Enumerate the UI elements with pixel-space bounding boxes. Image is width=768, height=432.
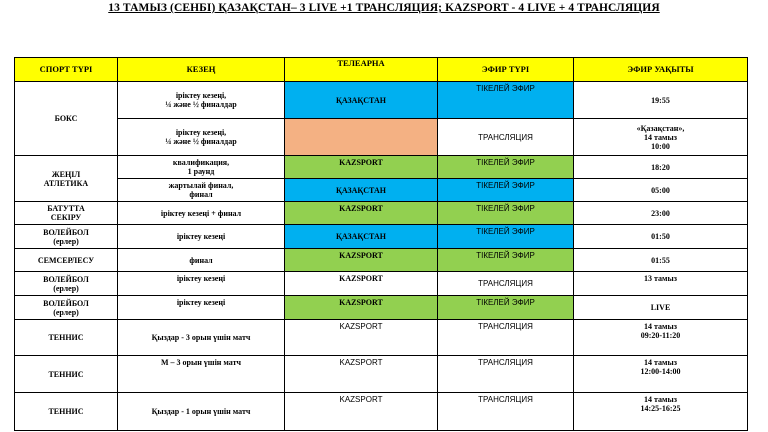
broadcast-type-cell: ТРАНСЛЯЦИЯ xyxy=(438,272,574,296)
stage-line: іріктеу кезеңі + финал xyxy=(160,208,242,218)
stage-cell xyxy=(118,179,285,202)
time-line: 12:00-14:00 xyxy=(640,367,681,376)
stage-cell xyxy=(118,225,285,249)
sport-line: ВОЛЕЙБОЛ xyxy=(43,227,89,237)
channel-cell: KAZSPORT xyxy=(285,272,438,296)
stage-line: ¼ және ½ финалдар xyxy=(165,137,237,146)
page-title: 13 ТАМЫЗ (СЕНБІ) ҚАЗАҚСТАН– 3 LIVE +1 ТРАНСЛЯЦИЯ; KAZSPORT - 4 LIVE + 4 ТРАНСЛЯЦИЯ xyxy=(108,2,660,14)
sport-line: ВОЛЕЙБОЛ xyxy=(43,298,89,308)
broadcast-schedule-table xyxy=(14,57,748,431)
broadcast-time-cell xyxy=(574,179,748,202)
time-line: 14 тамыз xyxy=(644,358,677,367)
stage-cell xyxy=(118,272,285,296)
channel-cell: KAZSPORT xyxy=(285,393,438,431)
header-stage: КЕЗЕҢ xyxy=(118,58,285,82)
time-line: 10:00 xyxy=(651,141,670,151)
channel-cell: KAZSPORT xyxy=(285,296,438,320)
table-row xyxy=(15,249,748,272)
broadcast-type-cell: ТРАНСЛЯЦИЯ xyxy=(438,393,574,431)
channel-cell: KAZSPORT xyxy=(285,320,438,356)
stage-line: Қыздар - 1 орын үшін матч xyxy=(151,407,251,416)
channel-cell: ҚАЗАҚСТАН xyxy=(285,225,438,249)
sport-line: ТЕННИС xyxy=(48,369,84,379)
table-row xyxy=(15,119,748,156)
time-line: 01:50 xyxy=(651,232,670,241)
stage-line: Қыздар - 3 орын үшін матч xyxy=(151,333,251,342)
time-line: LIVE xyxy=(650,303,671,312)
header-sport: СПОРТ ТҮРІ xyxy=(15,58,118,82)
channel-cell xyxy=(285,119,438,156)
sport-label: БОКС xyxy=(54,114,78,123)
time-line: 13 тамыз xyxy=(644,274,677,283)
table-row xyxy=(15,179,748,202)
broadcast-time-cell xyxy=(574,156,748,179)
time-line: 18:20 xyxy=(651,162,670,172)
time-line: «Қазақстан», xyxy=(636,123,685,133)
stage-cell xyxy=(118,119,285,156)
stage-cell xyxy=(118,249,285,272)
channel-cell: ҚАЗАҚСТАН xyxy=(285,82,438,119)
sport-line: ТЕННИС xyxy=(48,333,84,342)
time-line: 14 тамыз xyxy=(644,395,677,404)
broadcast-time-cell xyxy=(574,119,748,156)
stage-line: ¼ және ½ финалдар xyxy=(165,100,237,109)
broadcast-time-cell xyxy=(574,393,748,431)
header-broadcast-time: ЭФИР УАҚЫТЫ xyxy=(574,58,748,82)
broadcast-time-cell xyxy=(574,202,748,225)
sport-cell xyxy=(15,393,118,431)
stage-line: финал xyxy=(189,255,213,265)
sport-line: СЕМСЕРЛЕСУ xyxy=(37,255,95,265)
time-line: 14 тамыз xyxy=(644,132,677,142)
broadcast-type-cell: ТІКЕЛЕЙ ЭФИР xyxy=(438,296,574,320)
stage-line: іріктеу кезеңі xyxy=(176,232,226,241)
broadcast-time-cell xyxy=(574,356,748,393)
stage-cell xyxy=(118,320,285,356)
broadcast-type-cell: ТРАНСЛЯЦИЯ xyxy=(438,119,574,156)
stage-line: жартылай финал, xyxy=(168,181,234,190)
sport-cell xyxy=(15,225,118,249)
broadcast-time-cell xyxy=(574,82,748,119)
stage-line: іріктеу кезеңі, xyxy=(175,91,227,100)
broadcast-type-cell: ТІКЕЛЕЙ ЭФИР xyxy=(438,202,574,225)
sport-line: СЕКІРУ xyxy=(50,213,82,222)
sport-line: ТЕННИС xyxy=(48,407,84,416)
sport-line: АТЛЕТИКА xyxy=(43,178,89,188)
broadcast-time-cell xyxy=(574,225,748,249)
header-broadcast-type: ЭФИР ТҮРІ xyxy=(438,58,574,82)
table-row xyxy=(15,156,748,179)
time-line: 23:00 xyxy=(651,208,670,218)
table-row xyxy=(15,393,748,431)
sport-cell xyxy=(15,202,118,225)
sport-line: БАТУТТА xyxy=(47,204,85,213)
stage-cell xyxy=(118,156,285,179)
sport-line: (ерлер) xyxy=(53,283,79,293)
stage-line: іріктеу кезеңі xyxy=(176,298,226,307)
broadcast-time-cell xyxy=(574,320,748,356)
sport-cell xyxy=(15,356,118,393)
broadcast-type-cell: ТІКЕЛЕЙ ЭФИР xyxy=(438,156,574,179)
stage-line: финал xyxy=(189,190,213,199)
broadcast-type-cell: ТРАНСЛЯЦИЯ xyxy=(438,356,574,393)
broadcast-type-cell: ТРАНСЛЯЦИЯ xyxy=(438,320,574,356)
table-row xyxy=(15,225,748,249)
channel-cell: KAZSPORT xyxy=(285,202,438,225)
time-line: 01:55 xyxy=(651,255,670,265)
stage-cell xyxy=(118,393,285,431)
table-row xyxy=(15,296,748,320)
channel-cell: KAZSPORT xyxy=(285,156,438,179)
table-row xyxy=(15,82,748,119)
channel-cell: KAZSPORT xyxy=(285,356,438,393)
channel-cell: ҚАЗАҚСТАН xyxy=(285,179,438,202)
time-line: 19:55 xyxy=(651,95,670,105)
header-channel: ТЕЛЕАРНА xyxy=(285,58,438,82)
broadcast-time-cell xyxy=(574,249,748,272)
table-row xyxy=(15,356,748,393)
stage-cell xyxy=(118,356,285,393)
sport-cell xyxy=(15,156,118,202)
stage-line: іріктеу кезеңі, xyxy=(175,128,227,137)
time-line: 14:25-16:25 xyxy=(640,404,681,413)
sport-cell xyxy=(15,82,118,156)
stage-line: квалификация, xyxy=(172,158,230,167)
stage-line: іріктеу кезеңі xyxy=(176,274,226,283)
sport-line: ВОЛЕЙБОЛ xyxy=(43,274,89,284)
table-row xyxy=(15,202,748,225)
broadcast-time-cell xyxy=(574,296,748,320)
table-row xyxy=(15,320,748,356)
sport-cell xyxy=(15,249,118,272)
stage-cell xyxy=(118,296,285,320)
broadcast-type-cell: ТІКЕЛЕЙ ЭФИР xyxy=(438,249,574,272)
broadcast-time-cell xyxy=(574,272,748,296)
sport-line: (ерлер) xyxy=(53,307,79,317)
sport-cell xyxy=(15,320,118,356)
broadcast-type-cell: ТІКЕЛЕЙ ЭФИР xyxy=(438,225,574,249)
broadcast-type-cell: ТІКЕЛЕЙ ЭФИР xyxy=(438,179,574,202)
table-row xyxy=(15,272,748,296)
sport-line: ЖЕҢІЛ xyxy=(51,169,81,179)
time-line: 05:00 xyxy=(651,185,670,195)
time-line: 14 тамыз xyxy=(644,322,677,331)
channel-cell: KAZSPORT xyxy=(285,249,438,272)
stage-line: 1 раунд xyxy=(187,167,215,176)
stage-cell xyxy=(118,202,285,225)
table-header-row xyxy=(15,58,748,82)
sport-cell xyxy=(15,272,118,296)
sport-line: (ерлер) xyxy=(53,236,79,246)
sport-cell xyxy=(15,296,118,320)
stage-line: М – 3 орын үшін матч xyxy=(160,358,242,367)
broadcast-type-cell: ТІКЕЛЕЙ ЭФИР xyxy=(438,82,574,119)
stage-cell xyxy=(118,82,285,119)
time-line: 09:20-11:20 xyxy=(640,331,681,340)
